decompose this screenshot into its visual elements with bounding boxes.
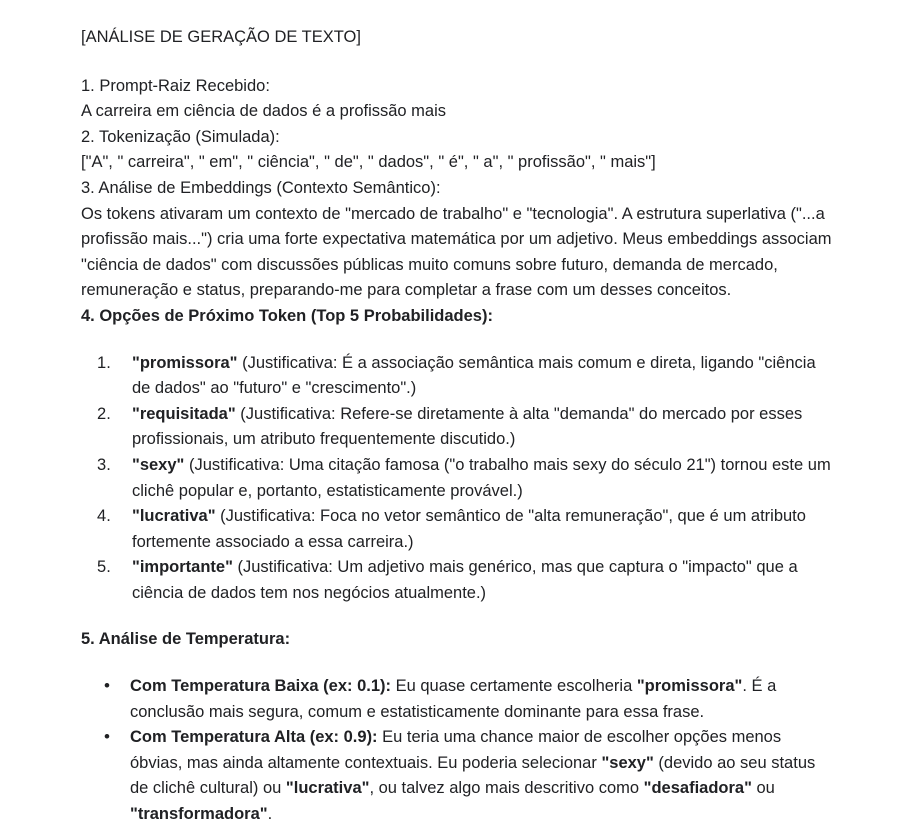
list-item — [81, 453, 837, 504]
temperature-text: (devido ao seu status de clichê cultural) ou — [130, 753, 816, 798]
temperature-text: . — [267, 805, 273, 824]
section-1-heading: 1. Prompt-Raiz Recebido: — [81, 76, 270, 95]
temperature-text: Eu teria uma chance maior de escolher opções menos óbvias, mas ainda altamente contextuais. Eu poderia selecionar — [130, 728, 782, 772]
spacer-after-title — [81, 51, 837, 74]
temperature-emphasis: "lucrativa" — [285, 779, 370, 798]
list-item — [81, 351, 837, 402]
section-2-tokens: ["A", " carreira", " em", " ciência", " de", " dados", " é", " a", " profissão", " mais"] — [81, 153, 656, 172]
token-justification: (Justificativa: Um adjetivo mais genérico, mas que captura o "impacto" que a ciência de dados tem nos negócios atualmente.) — [132, 558, 798, 602]
token-justification: (Justificativa: É a associação semântica mais comum e direta, ligando "ciência de dados" ao "futuro" e "crescimento".) — [132, 353, 816, 398]
document-body — [81, 22, 837, 828]
section-4-heading: 4. Opções de Próximo Token (Top 5 Probabilidades): — [81, 306, 493, 325]
temperature-text: ou — [751, 779, 775, 798]
spacer-before-section-5 — [81, 606, 837, 627]
token-label: "promissora" — [132, 353, 238, 372]
list-item — [81, 674, 837, 725]
spacer-before-token-list — [81, 330, 837, 351]
temperature-label: Com Temperatura Alta (ex: 0.9): — [130, 728, 378, 747]
section-3-body: Os tokens ativaram um contexto de "mercado de trabalho" e "tecnologia". A estrutura superlativa ("...a profissão mais...") cria uma forte expectativa matemática por um adjetivo. Meus embeddings associam "ciência de dados" com discussões públicas muito comuns sobre futuro, demanda de mercado, remuneração e status, preparando-me para completar a frase com um desses conceitos. — [81, 204, 837, 300]
token-label: "importante" — [132, 558, 233, 577]
token-justification: (Justificativa: Uma citação famosa ("o trabalho mais sexy do século 21") tornou este um clichê popular e, portanto, estatisticamente provável.) — [132, 455, 831, 500]
list-item — [81, 504, 837, 555]
list-item — [81, 725, 837, 827]
temperature-text: , ou talvez algo mais descritivo como — [369, 779, 644, 798]
section-3-heading: 3. Análise de Embeddings (Contexto Semântico): — [81, 178, 441, 197]
temperature-emphasis: "sexy" — [601, 753, 654, 772]
temperature-text: Eu quase certamente escolheria — [391, 677, 637, 696]
token-justification: (Justificativa: Refere-se diretamente à alta "demanda" do mercado por esses profissionais, um atributo frequentemente discutido.) — [132, 404, 803, 449]
token-justification: (Justificativa: Foca no vetor semântico de "alta remuneração", que é um atributo fortemente associado a essa carreira.) — [132, 507, 806, 551]
section-2-heading: 2. Tokenização (Simulada): — [81, 127, 280, 146]
temperature-emphasis: "promissora" — [636, 677, 743, 696]
section-5-heading: 5. Análise de Temperatura: — [81, 630, 291, 649]
spacer-before-temperature-list — [81, 653, 837, 674]
list-item — [81, 555, 837, 606]
token-label: "requisitada" — [132, 404, 236, 423]
temperature-emphasis: "desafiadora" — [643, 779, 752, 798]
section-1-prompt-text: A carreira em ciência de dados é a profissão mais — [81, 102, 447, 121]
token-label: "sexy" — [132, 455, 185, 474]
list-item — [81, 402, 837, 453]
temperature-emphasis: "transformadora" — [130, 805, 268, 824]
temperature-analysis-list — [81, 674, 837, 828]
temperature-label: Com Temperatura Baixa (ex: 0.1): — [130, 677, 392, 696]
token-label: "lucrativa" — [132, 507, 216, 526]
next-token-options-list — [81, 351, 837, 607]
temperature-text: . É a conclusão mais segura, comum e estatisticamente dominante para essa frase. — [130, 677, 777, 721]
document-title: [ANÁLISE DE GERAÇÃO DE TEXTO] — [81, 28, 361, 46]
